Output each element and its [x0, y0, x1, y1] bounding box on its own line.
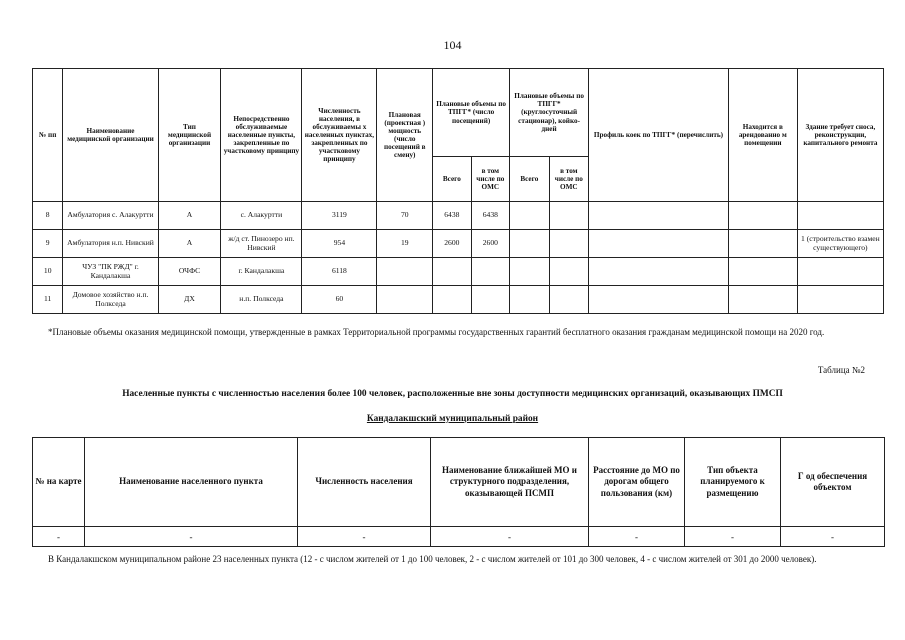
cell-org-type: А [158, 202, 221, 230]
header-tpgg-bed-days: Плановые объемы по ТПГГ* (круглосуточный стационар), койко-дней [510, 69, 589, 157]
cell-days-oms [549, 286, 589, 314]
cell-bed-profile [589, 286, 729, 314]
header-days-oms: в том числе по ОМС [549, 157, 589, 202]
cell-population: 60 [302, 286, 377, 314]
cell-org-name: Амбулатория с. Алакуртти [63, 202, 158, 230]
cell-days-total [510, 258, 550, 286]
cell-org-type: А [158, 230, 221, 258]
table-row [33, 230, 884, 258]
cell-bed-profile [589, 258, 729, 286]
cell-visits-oms [471, 258, 510, 286]
cell-org-type: ОЧФС [158, 258, 221, 286]
header-population: Численность населения [298, 438, 431, 527]
cell-visits-oms [471, 286, 510, 314]
cell-nearest-mo: - [431, 527, 589, 547]
cell-rented [728, 286, 797, 314]
header-days-total: Всего [510, 157, 550, 202]
header-capacity: Плановая (проектная ) мощность (число посещений в смену) [377, 69, 433, 202]
cell-rebuild [797, 258, 883, 286]
cell-rented [728, 258, 797, 286]
cell-population: 6118 [302, 258, 377, 286]
cell-settlements: н.п. Полкседа [221, 286, 302, 314]
cell-num: 11 [33, 286, 63, 314]
cell-capacity: 19 [377, 230, 433, 258]
header-rented: Находится в арендованно м помещении [728, 69, 797, 202]
header-settlement-name: Наименование населенного пункта [85, 438, 298, 527]
cell-settlements: с. Алакуртти [221, 202, 302, 230]
cell-num: 10 [33, 258, 63, 286]
table-row [33, 527, 885, 547]
cell-visits-oms: 6438 [471, 202, 510, 230]
cell-population: 3119 [302, 202, 377, 230]
cell-visits-total: 6438 [433, 202, 471, 230]
header-object-type: Тип объекта планируемого к размещению [685, 438, 781, 527]
table2-heading: Населенные пункты с численностью населения более 100 человек, расположенные вне зоны доступности медицинских организаций, оказывающих ПМСП [122, 389, 783, 399]
header-num: № пп [33, 69, 63, 202]
settlements-table [32, 437, 885, 547]
cell-days-total [510, 202, 550, 230]
page-number: 104 [443, 38, 462, 52]
cell-days-total [510, 230, 550, 258]
cell-visits-total [433, 286, 471, 314]
district-summary-note: В Кандалакшском муниципальном районе 23 населенных пункта (12 - с числом жителей от 1 до 100 человек, 2 - с числом жителей от 101 до 300 человек, 4 - с числом жителей от 301 до 2000 человек). [48, 554, 817, 564]
cell-settlements: г. Кандалакша [221, 258, 302, 286]
table-row [33, 258, 884, 286]
cell-capacity [377, 258, 433, 286]
cell-population: 954 [302, 230, 377, 258]
header-bed-profile: Профиль коек по ТПГГ* (перечислить) [589, 69, 729, 202]
cell-days-total [510, 286, 550, 314]
cell-distance: - [589, 527, 685, 547]
header-distance: Расстояние до МО по дорогам общего пользования (км) [589, 438, 685, 527]
cell-settlements: ж/д ст. Пинозеро нп. Нивский [221, 230, 302, 258]
cell-bed-profile [589, 202, 729, 230]
cell-rebuild: 1 (строительство взамен существующего) [797, 230, 883, 258]
cell-org-name: Домовое хозяйство н.п. Полкседа [63, 286, 158, 314]
header-population: Численность населения, в обслуживаемы х населенных пунктах, закрепленных по участковому принципу [302, 69, 377, 202]
cell-bed-profile [589, 230, 729, 258]
table-row [33, 286, 884, 314]
header-org-type: Тип медицинской организации [158, 69, 221, 202]
cell-rented [728, 230, 797, 258]
cell-capacity: 70 [377, 202, 433, 230]
header-tpgg-visits: Плановые объемы по ТПГГ* (число посещений) [433, 69, 510, 157]
header-visits-oms: в том числе по ОМС [471, 157, 510, 202]
header-org-name: Наименование медицинской организации [63, 69, 158, 202]
footnote: *Плановые объемы оказания медицинской помощи, утвержденные в рамках Территориальной программы государственных гарантий бесплатного оказания гражданам медицинской помощи на 2020 год. [48, 327, 825, 337]
header-rebuild: Здание требует сноса, реконструкции, капитального ремонта [797, 69, 883, 202]
cell-visits-total [433, 258, 471, 286]
cell-days-oms [549, 202, 589, 230]
header-nearest-mo: Наименование ближайшей МО и структурного подразделения, оказывающей ПСМП [431, 438, 589, 527]
cell-rebuild [797, 202, 883, 230]
header-map-num: № на карте [33, 438, 85, 527]
cell-num: 9 [33, 230, 63, 258]
header-year: Г од обеспечения объектом [781, 438, 885, 527]
cell-capacity [377, 286, 433, 314]
cell-org-name: Амбулатория н.п. Нивский [63, 230, 158, 258]
cell-population: - [298, 527, 431, 547]
cell-year: - [781, 527, 885, 547]
table-row [33, 202, 884, 230]
cell-rented [728, 202, 797, 230]
cell-num: 8 [33, 202, 63, 230]
table2-label: Таблица №2 [817, 365, 865, 375]
cell-org-name: ЧУЗ "ПК РЖД" г. Кандалакша [63, 258, 158, 286]
cell-visits-total: 2600 [433, 230, 471, 258]
cell-days-oms [549, 258, 589, 286]
header-visits-total: Всего [433, 157, 471, 202]
medical-organizations-table [32, 68, 884, 314]
cell-rebuild [797, 286, 883, 314]
cell-object-type: - [685, 527, 781, 547]
cell-days-oms [549, 230, 589, 258]
cell-map-num: - [33, 527, 85, 547]
header-settlements: Непосредственно обслуживаемые населенные пункты, закрепленные по участковому принципу [221, 69, 302, 202]
cell-settlement-name: - [85, 527, 298, 547]
cell-visits-oms: 2600 [471, 230, 510, 258]
cell-org-type: ДХ [158, 286, 221, 314]
district-title: Кандалакшский муниципальный район [366, 414, 539, 424]
